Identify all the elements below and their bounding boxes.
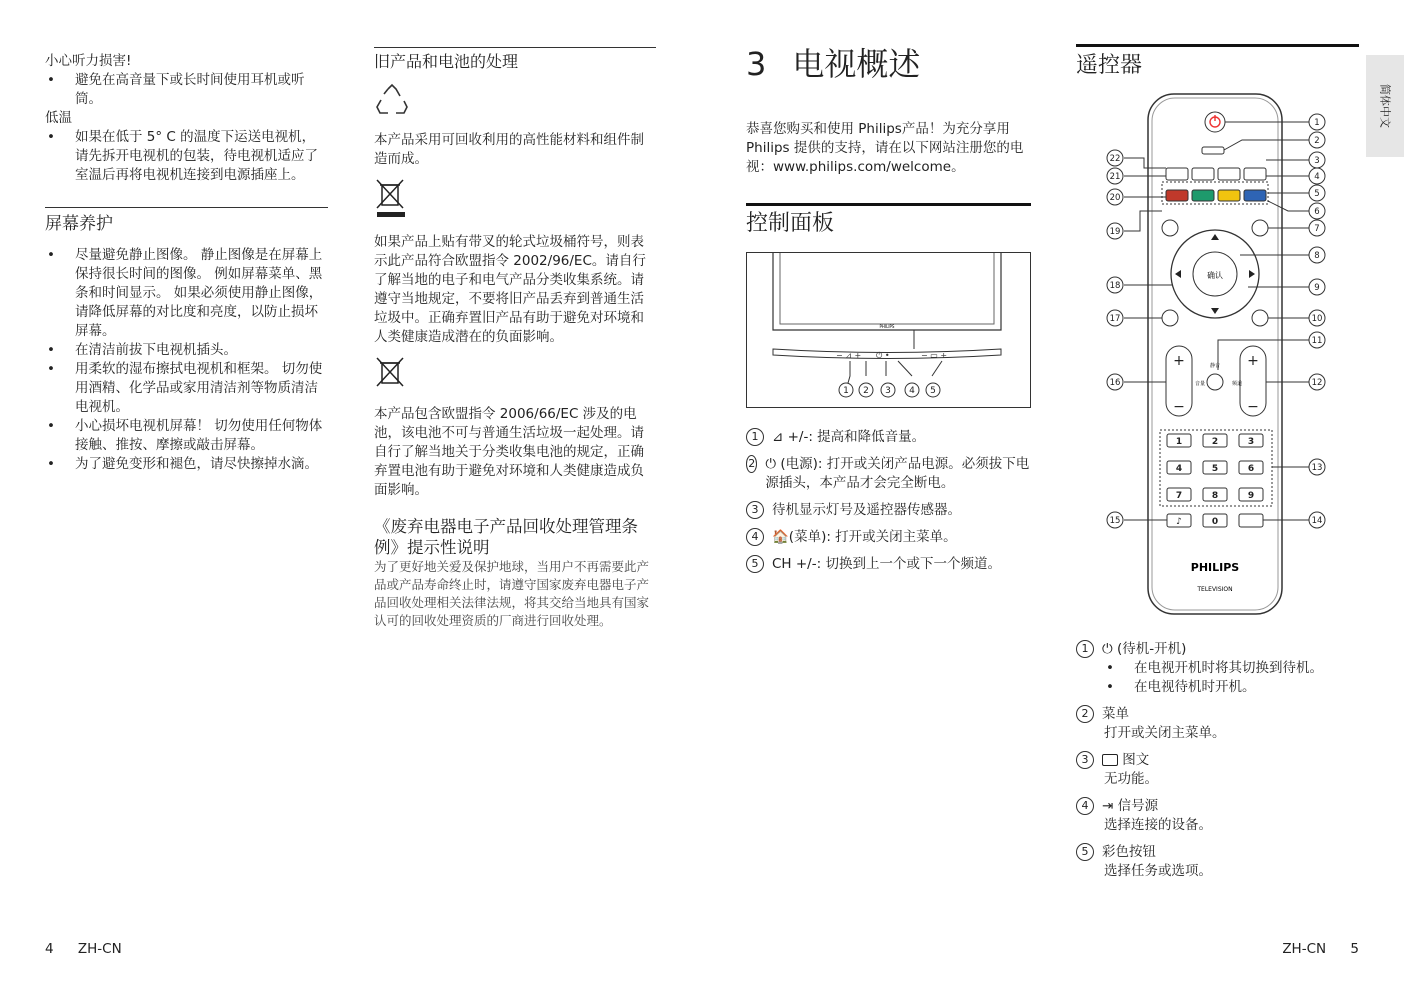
disposal-p1: 本产品采用可回收利用的高性能材料和组件制造而成。 — [374, 132, 644, 167]
svg-text:15: 15 — [1109, 516, 1121, 526]
chapter-number: 3 — [746, 45, 767, 83]
page-number: 4 — [45, 941, 54, 957]
svg-text:3: 3 — [1247, 437, 1255, 447]
footer-left — [45, 940, 122, 959]
list-item: • 在电视待机时开机。 — [1104, 678, 1359, 697]
svg-text:7: 7 — [1175, 491, 1183, 501]
svg-text:6: 6 — [1247, 464, 1255, 474]
remote-item-5: 5 彩色按钮 选择任务或选项。 — [1076, 843, 1359, 881]
tv-brand: PHILIPS — [879, 324, 895, 329]
column-4 — [1076, 44, 1359, 81]
svg-text:♪: ♪ — [1176, 517, 1182, 527]
svg-text:14: 14 — [1311, 516, 1323, 526]
recycle-icon — [374, 83, 410, 119]
panel-title: 控制面板 — [746, 211, 835, 236]
svg-text:20: 20 — [1109, 193, 1121, 203]
ch-label: 频道 — [1232, 381, 1243, 387]
weee-text: 为了更好地关爱及保护地球，当用户不再需要此产品或产品寿命终止时，请遵守国家废弃电器电子产品回收处理相关法律法规，将其交给当地具有国家认可的回收处理资质的厂商进行回收处理。 — [374, 559, 650, 628]
svg-text:4: 4 — [1175, 464, 1183, 474]
svg-text:− ⊿ +: − ⊿ + — [836, 351, 862, 360]
panel-item-1: 1 ⊿ +/-: 提高和降低音量。 — [746, 428, 1031, 447]
remote-sub: TELEVISION — [1197, 586, 1233, 593]
panel-item-5: 5 CH +/-: 切换到上一个或下一个频道。 — [746, 555, 1031, 574]
control-panel-diagram — [746, 252, 1031, 408]
svg-text:+: + — [1173, 353, 1185, 369]
panel-callout-5: 5 — [930, 386, 936, 396]
svg-text:21: 21 — [1109, 172, 1121, 182]
svg-text:− ▭ +: − ▭ + — [921, 351, 948, 360]
svg-text:9: 9 — [1314, 283, 1320, 293]
hearing-list — [45, 71, 328, 109]
remote-title: 遥控器 — [1076, 53, 1143, 78]
panel-callout-4: 4 — [909, 386, 915, 396]
svg-text:0: 0 — [1211, 517, 1219, 527]
temp-list — [45, 128, 328, 185]
list-item: • 避免在高音量下或长时间使用耳机或听筒。 — [45, 71, 328, 109]
footer-right — [1282, 940, 1359, 959]
intro-text: 恭喜您购买和使用 Philips产品！为充分享用Philips 提供的支持，请在以下网站注册您的电视：www.philips.com/welcome。 — [746, 121, 1024, 175]
list-item: • 在电视开机时将其切换到待机。 — [1104, 659, 1359, 678]
panel-callout-1: 1 — [843, 386, 849, 396]
panel-callout-2: 2 — [863, 386, 869, 396]
footer-lang: ZH-CN — [77, 941, 122, 957]
svg-text:9: 9 — [1247, 491, 1255, 501]
screen-list — [45, 246, 328, 474]
remote-item-4: 4 ⇥ 信号源 选择连接的设备。 — [1076, 797, 1359, 835]
panel-item-2: 2 ⏻ (电源): 打开或关闭产品电源。必须拔下电源插头，本产品才会完全断电。 — [746, 455, 1031, 493]
svg-text:16: 16 — [1109, 378, 1121, 388]
svg-text:−: − — [1173, 399, 1185, 415]
panel-items — [746, 428, 1031, 574]
screen-section — [45, 207, 328, 474]
svg-text:12: 12 — [1311, 378, 1323, 388]
svg-text:1: 1 — [1314, 118, 1320, 128]
svg-text:17: 17 — [1109, 314, 1121, 324]
svg-text:+: + — [1247, 353, 1259, 369]
ok-label: 确认 — [1207, 271, 1223, 280]
chapter-title: 电视概述 — [792, 45, 921, 83]
column-3 — [746, 44, 1031, 574]
svg-text:13: 13 — [1311, 463, 1323, 473]
panel-callout-3: 3 — [885, 386, 891, 396]
remote-items — [1076, 640, 1359, 881]
list-item: • 尽量避免静止图像。 静止图像是在屏幕上保持很长时间的图像。 例如屏幕菜单、黑条和时间显示。 如果必须使用静止图像，请降低屏幕的对比度和亮度，以防止损坏屏幕。 — [45, 246, 328, 341]
panel-item-3: 3 待机显示灯号及遥控器传感器。 — [746, 501, 1031, 520]
screen-title: 屏幕养护 — [45, 214, 113, 234]
svg-text:8: 8 — [1314, 251, 1320, 261]
temp-title: 低温 — [45, 110, 72, 126]
remote-diagram — [1100, 90, 1340, 620]
remote-item-3: 3 图文 无功能。 — [1076, 751, 1359, 789]
column-1 — [45, 52, 328, 474]
crossed-battery-bin-icon — [374, 355, 408, 391]
svg-text:11: 11 — [1311, 336, 1323, 346]
crossed-bin-icon — [374, 177, 408, 219]
svg-text:⏻ •: ⏻ • — [876, 351, 890, 360]
remote-item-2: 2 菜单 打开或关闭主菜单。 — [1076, 705, 1359, 743]
svg-text:19: 19 — [1109, 227, 1121, 237]
column-2 — [374, 47, 656, 630]
language-tab — [1366, 55, 1404, 157]
svg-text:7: 7 — [1314, 224, 1320, 234]
svg-text:2: 2 — [1314, 136, 1320, 146]
svg-text:18: 18 — [1109, 281, 1121, 291]
svg-text:3: 3 — [1314, 156, 1320, 166]
remote-item-1: 1 ⏻ (待机-开机) • 在电视开机时将其切换到待机。 • 在电视待机时开机。 — [1076, 640, 1359, 697]
list-item: • 为了避免变形和褪色，请尽快擦掉水滴。 — [45, 455, 328, 474]
disposal-p3: 本产品包含欧盟指令 2006/66/EC 涉及的电池，该电池不可与普通生活垃圾一起处理。请自行了解当地关于分类收集电池的规定，正确弃置电池有助于避免对环境和人类健康造成负面影响。 — [374, 406, 644, 498]
disposal-p2: 如果产品上贴有带叉的轮式垃圾桶符号，则表示此产品符合欧盟指令 2002/96/EC。请自行了解当地的电子和电气产品分类收集系统。请遵守当地规定，不要将旧产品丢弃到普通生活垃圾中。正确弃置旧产品有助于避免对环境和人类健康造成潜在的负面影响。 — [374, 234, 646, 345]
svg-text:5: 5 — [1314, 189, 1320, 199]
svg-text:6: 6 — [1314, 207, 1320, 217]
svg-text:4: 4 — [1314, 172, 1320, 182]
list-item: • 如果在低于 5° C 的温度下运送电视机，请先拆开电视机的包装，待电视机适应了室温后再将电视机连接到电源插座上。 — [45, 128, 328, 185]
language-tab-label: 简体中文 — [1378, 84, 1392, 128]
panel-item-4: 4 🏠(菜单): 打开或关闭主菜单。 — [746, 528, 1031, 547]
svg-text:8: 8 — [1211, 491, 1219, 501]
list-item: • 在清洁前拔下电视机插头。 — [45, 341, 328, 360]
disposal-title: 旧产品和电池的处理 — [374, 52, 519, 71]
footer-lang: ZH-CN — [1282, 941, 1327, 957]
panel-section — [746, 203, 1031, 408]
teletext-icon — [1102, 754, 1118, 766]
mute-label: 静音 — [1209, 363, 1221, 369]
svg-text:5: 5 — [1211, 464, 1219, 474]
hearing-title: 小心听力损害! — [45, 53, 132, 69]
svg-text:22: 22 — [1109, 154, 1121, 164]
weee-title: 《废弃电器电子产品回收处理管理条例》提示性说明 — [374, 517, 638, 557]
vol-label: 音量 — [1195, 381, 1206, 387]
page-number: 5 — [1350, 941, 1359, 957]
svg-text:−: − — [1247, 399, 1259, 415]
svg-text:10: 10 — [1311, 314, 1323, 324]
source-icon: ⇥ — [1102, 798, 1114, 814]
svg-text:1: 1 — [1175, 437, 1183, 447]
list-item: • 用柔软的湿布擦拭电视机和框架。 切勿使用酒精、化学品或家用清洁剂等物质清洁电视机。 — [45, 360, 328, 417]
chapter-heading — [746, 44, 1031, 84]
svg-text:2: 2 — [1211, 437, 1219, 447]
remote-brand: PHILIPS — [1190, 561, 1240, 574]
list-item: • 小心损坏电视机屏幕！ 切勿使用任何物体接触、推按、摩擦或敲击屏幕。 — [45, 417, 328, 455]
